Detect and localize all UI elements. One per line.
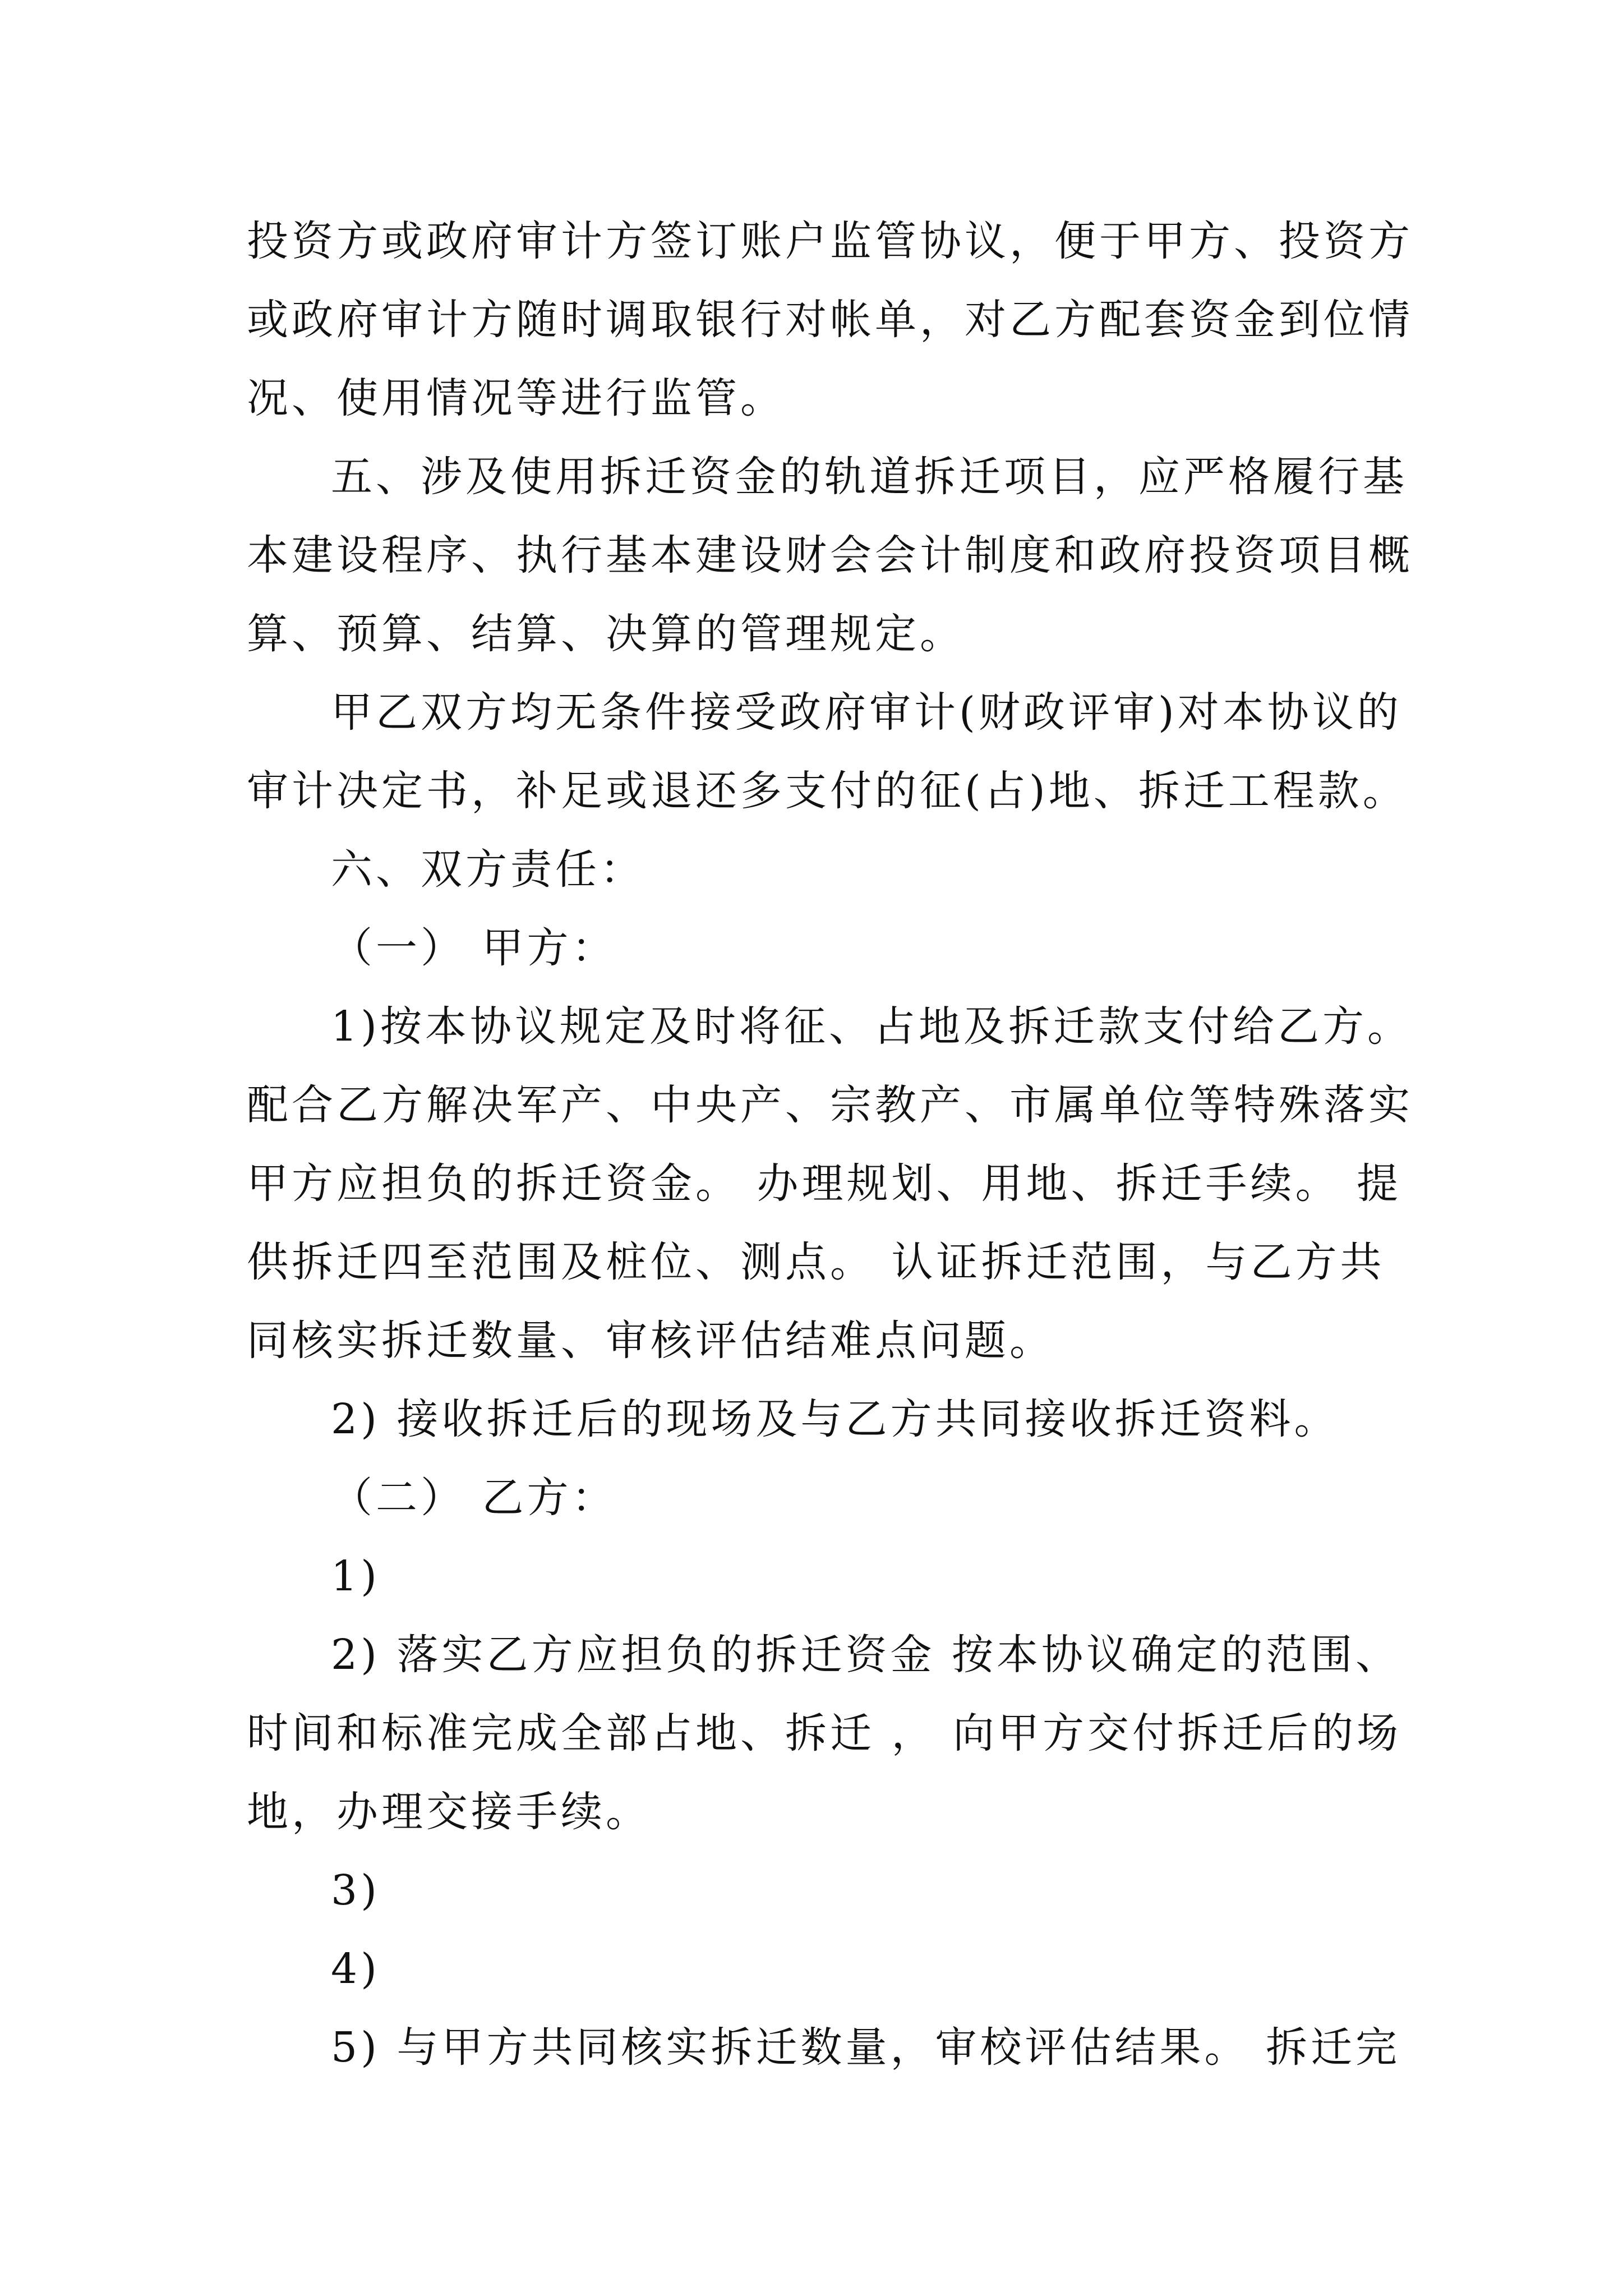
text-line-5: 本建设程序、执行基本建设财会会计制度和政府投资项目概 xyxy=(247,531,1413,579)
section-six-heading: 六、双方责任： xyxy=(331,845,645,894)
party-b-item-2: 2) 落实乙方应担负的拆迁资金 按本协议确定的范围、 xyxy=(331,1631,1400,1679)
text-line-20: 时间和标准完成全部占地、拆迁 ， 向甲方交付拆迁后的场 xyxy=(247,1709,1402,1757)
party-a-item-2: 2) 接收拆迁后的现场及与乙方共同接收拆迁资料。 xyxy=(331,1395,1339,1443)
party-b-heading: （二） 乙方： xyxy=(331,1474,617,1522)
text-line-6: 算、预算、结算、决算的管理规定。 xyxy=(247,610,965,658)
audit-paragraph-start: 甲乙双方均无条件接受政府审计(财政评审)对本协议的 xyxy=(331,688,1402,737)
party-a-heading: （一） 甲方： xyxy=(331,924,617,972)
text-line-3: 况、使用情况等进行监管。 xyxy=(247,374,785,422)
section-five-heading: 五、涉及使用拆迁资金的轨道拆迁项目，应严格履行基 xyxy=(331,453,1408,501)
text-line-14: 供拆迁四至范围及桩位、测点。 认证拆迁范围，与乙方共 xyxy=(247,1238,1385,1286)
text-line-15: 同核实拆迁数量、审核评估结难点问题。 xyxy=(247,1317,1054,1365)
text-line-2: 或政府审计方随时调取银行对帐单，对乙方配套资金到位情 xyxy=(247,296,1413,344)
text-line-8: 审计决定书，补足或退还多支付的征(占)地、拆迁工程款。 xyxy=(247,767,1408,815)
text-line-1: 投资方或政府审计方签订账户监管协议，便于甲方、投资方 xyxy=(247,217,1413,265)
party-b-item-4: 4) xyxy=(331,1945,380,1993)
text-line-12: 配合乙方解决军产、中央产、宗教产、市属单位等特殊落实 xyxy=(247,1081,1413,1129)
text-line-21: 地，办理交接手续。 xyxy=(247,1788,651,1836)
party-b-item-1: 1) xyxy=(331,1552,380,1600)
document-body xyxy=(247,202,1413,2087)
party-b-item-5: 5) 与甲方共同核实拆迁数量，审校评估结果。 拆迁完 xyxy=(331,2023,1400,2072)
text-line-13: 甲方应担负的拆迁资金。 办理规划、用地、拆迁手续。 提 xyxy=(247,1159,1402,1208)
party-a-item-1: 1)按本协议规定及时将征、占地及拆迁款支付给乙方。 xyxy=(331,1002,1412,1051)
party-b-item-3: 3) xyxy=(331,1866,380,1915)
